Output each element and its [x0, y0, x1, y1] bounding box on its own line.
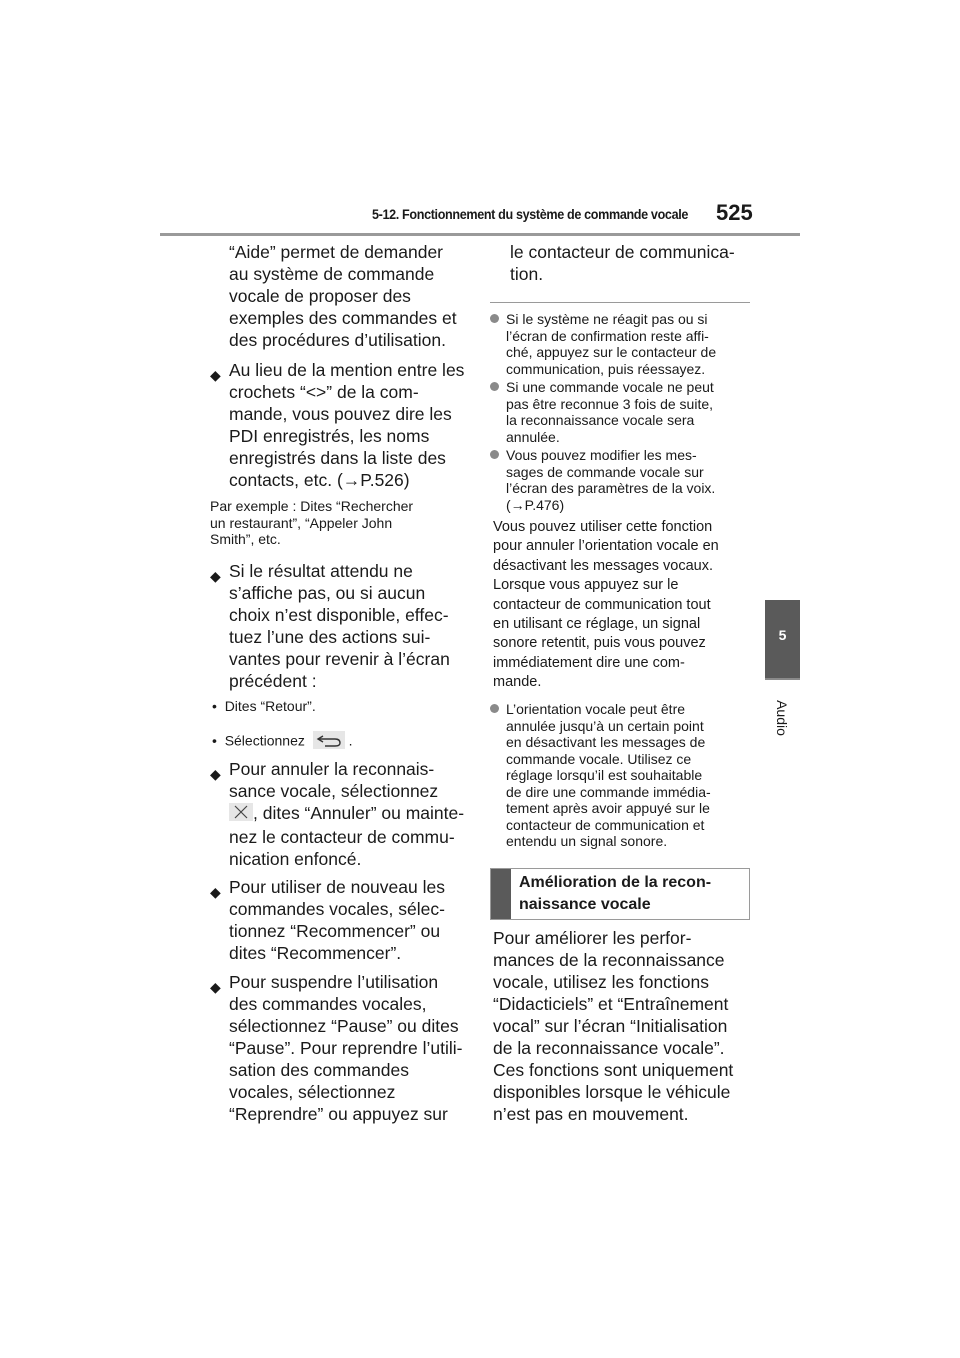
diamond-bullet-icon: ◆: [210, 568, 221, 584]
diamond-bullet-icon: ◆: [210, 979, 221, 995]
small-dot-icon: •: [212, 732, 217, 749]
section-heading: [490, 868, 750, 920]
sub-item-select-back: • Sélectionnez .: [212, 731, 353, 753]
voice-guidance-paragraph: Vous pouvez utiliser cette fonction pour annuler l’orientation vocale en désactivant les messages vocaux. Lorsque vous appuyez sur le contacteur de communication tout en utilisant ce réglage, un signal sonore retentit, puis vous pouvez immédiatement dire une com- mande.: [493, 519, 719, 691]
sub-item-retour: • Dites “Retour”.: [212, 698, 316, 714]
close-x-icon: [229, 803, 253, 826]
notes-separator: [490, 302, 750, 303]
bullet-item-pause: Pour suspendre l’utilisation des commandes vocales, sélectionnez “Pause” ou dites “Pause”. Pour reprendre l’utili- sation des commandes vocales, sélectionnez “Reprendre” ou appuyez sur: [229, 972, 463, 1124]
grey-circle-bullet-icon: [490, 704, 499, 713]
bullet-item-result: Si le résultat attendu ne s’affiche pas, ou si aucun choix n’est disponible, effec- tuez l’une des actions sui- vantes pour revenir à l’écran précédent :: [229, 561, 450, 691]
note-item: Si le système ne réagit pas ou si l’écran de confirmation reste affi- ché, appuyez sur le contacteur de communication, puis réessayez.: [490, 311, 760, 377]
bullet-item-restart: Pour utiliser de nouveau les commandes vocales, sélec- tionnez “Recommencer” ou dites “Recommencer”.: [229, 877, 445, 963]
note-item: L’orientation vocale peut être annulée jusqu’à un certain point en désactivant les messages de commande vocale. Utilisez ce réglage lorsqu’il est souhaitable de dire une commande immédia- tement après avoir appuyé sur le contacteur de communication et entendu un signal sonore.: [490, 701, 760, 850]
note-item: Vous pouvez modifier les mes- sages de commande vocale sur l’écran des paramètres de la voix. (→P.476): [490, 447, 760, 513]
small-dot-icon: •: [212, 698, 217, 714]
grey-circle-bullet-icon: [490, 450, 499, 459]
chapter-title: 5-12. Fonctionnement du système de commande vocale: [372, 206, 689, 222]
diamond-bullet-icon: ◆: [210, 884, 221, 900]
bullet-item-cancel: Pour annuler la reconnais- sance vocale, sélectionnez , dites “Annuler” ou mainte- nez le contacteur de commu- nication enfoncé.: [229, 759, 465, 869]
diamond-bullet-icon: ◆: [210, 367, 221, 383]
grey-circle-bullet-icon: [490, 314, 499, 323]
back-arrow-icon: [313, 731, 345, 753]
example-note: Par exemple : Dites “Rechercher un restaurant”, “Appeler John Smith”, etc.: [210, 498, 414, 547]
chapter-tab-number: 5: [778, 627, 787, 643]
chapter-tab-label: Audio: [774, 700, 790, 736]
continued-text: le contacteur de communica- tion.: [510, 242, 735, 284]
header-rule: [160, 233, 800, 236]
chapter-tab-divider: [765, 678, 800, 680]
bullet-item-pdi: Au lieu de la mention entre les crochets “<>” de la com- mande, vous pouvez dire les PDI enregistrés, les noms enregistrés dans la liste des contacts, etc. (→P.526): [229, 360, 465, 490]
note-item: Si une commande vocale ne peut pas être reconnue 3 fois de suite, la reconnaissance vocale sera annulée.: [490, 379, 760, 445]
diamond-bullet-icon: ◆: [210, 766, 221, 782]
recognition-paragraph: Pour améliorer les perfor- mances de la reconnaissance vocale, utilisez les fonctions “Didacticiels” et “Entraînement vocal” sur l’écran “Initialisation de la reconnaissance vocale”. Ces fonctions sont uniquement disponibles lorsque le véhicule n’est pas en mouvement.: [493, 928, 734, 1124]
section-heading-bar: [491, 869, 511, 919]
grey-circle-bullet-icon: [490, 382, 499, 391]
intro-paragraph: “Aide” permet de demander au système de commande vocale de proposer des exemples des commandes et des procédures d’utilisation.: [229, 242, 457, 350]
section-heading-title: Amélioration de la recon- naissance vocale: [519, 874, 712, 913]
page-number: 525: [716, 200, 753, 225]
